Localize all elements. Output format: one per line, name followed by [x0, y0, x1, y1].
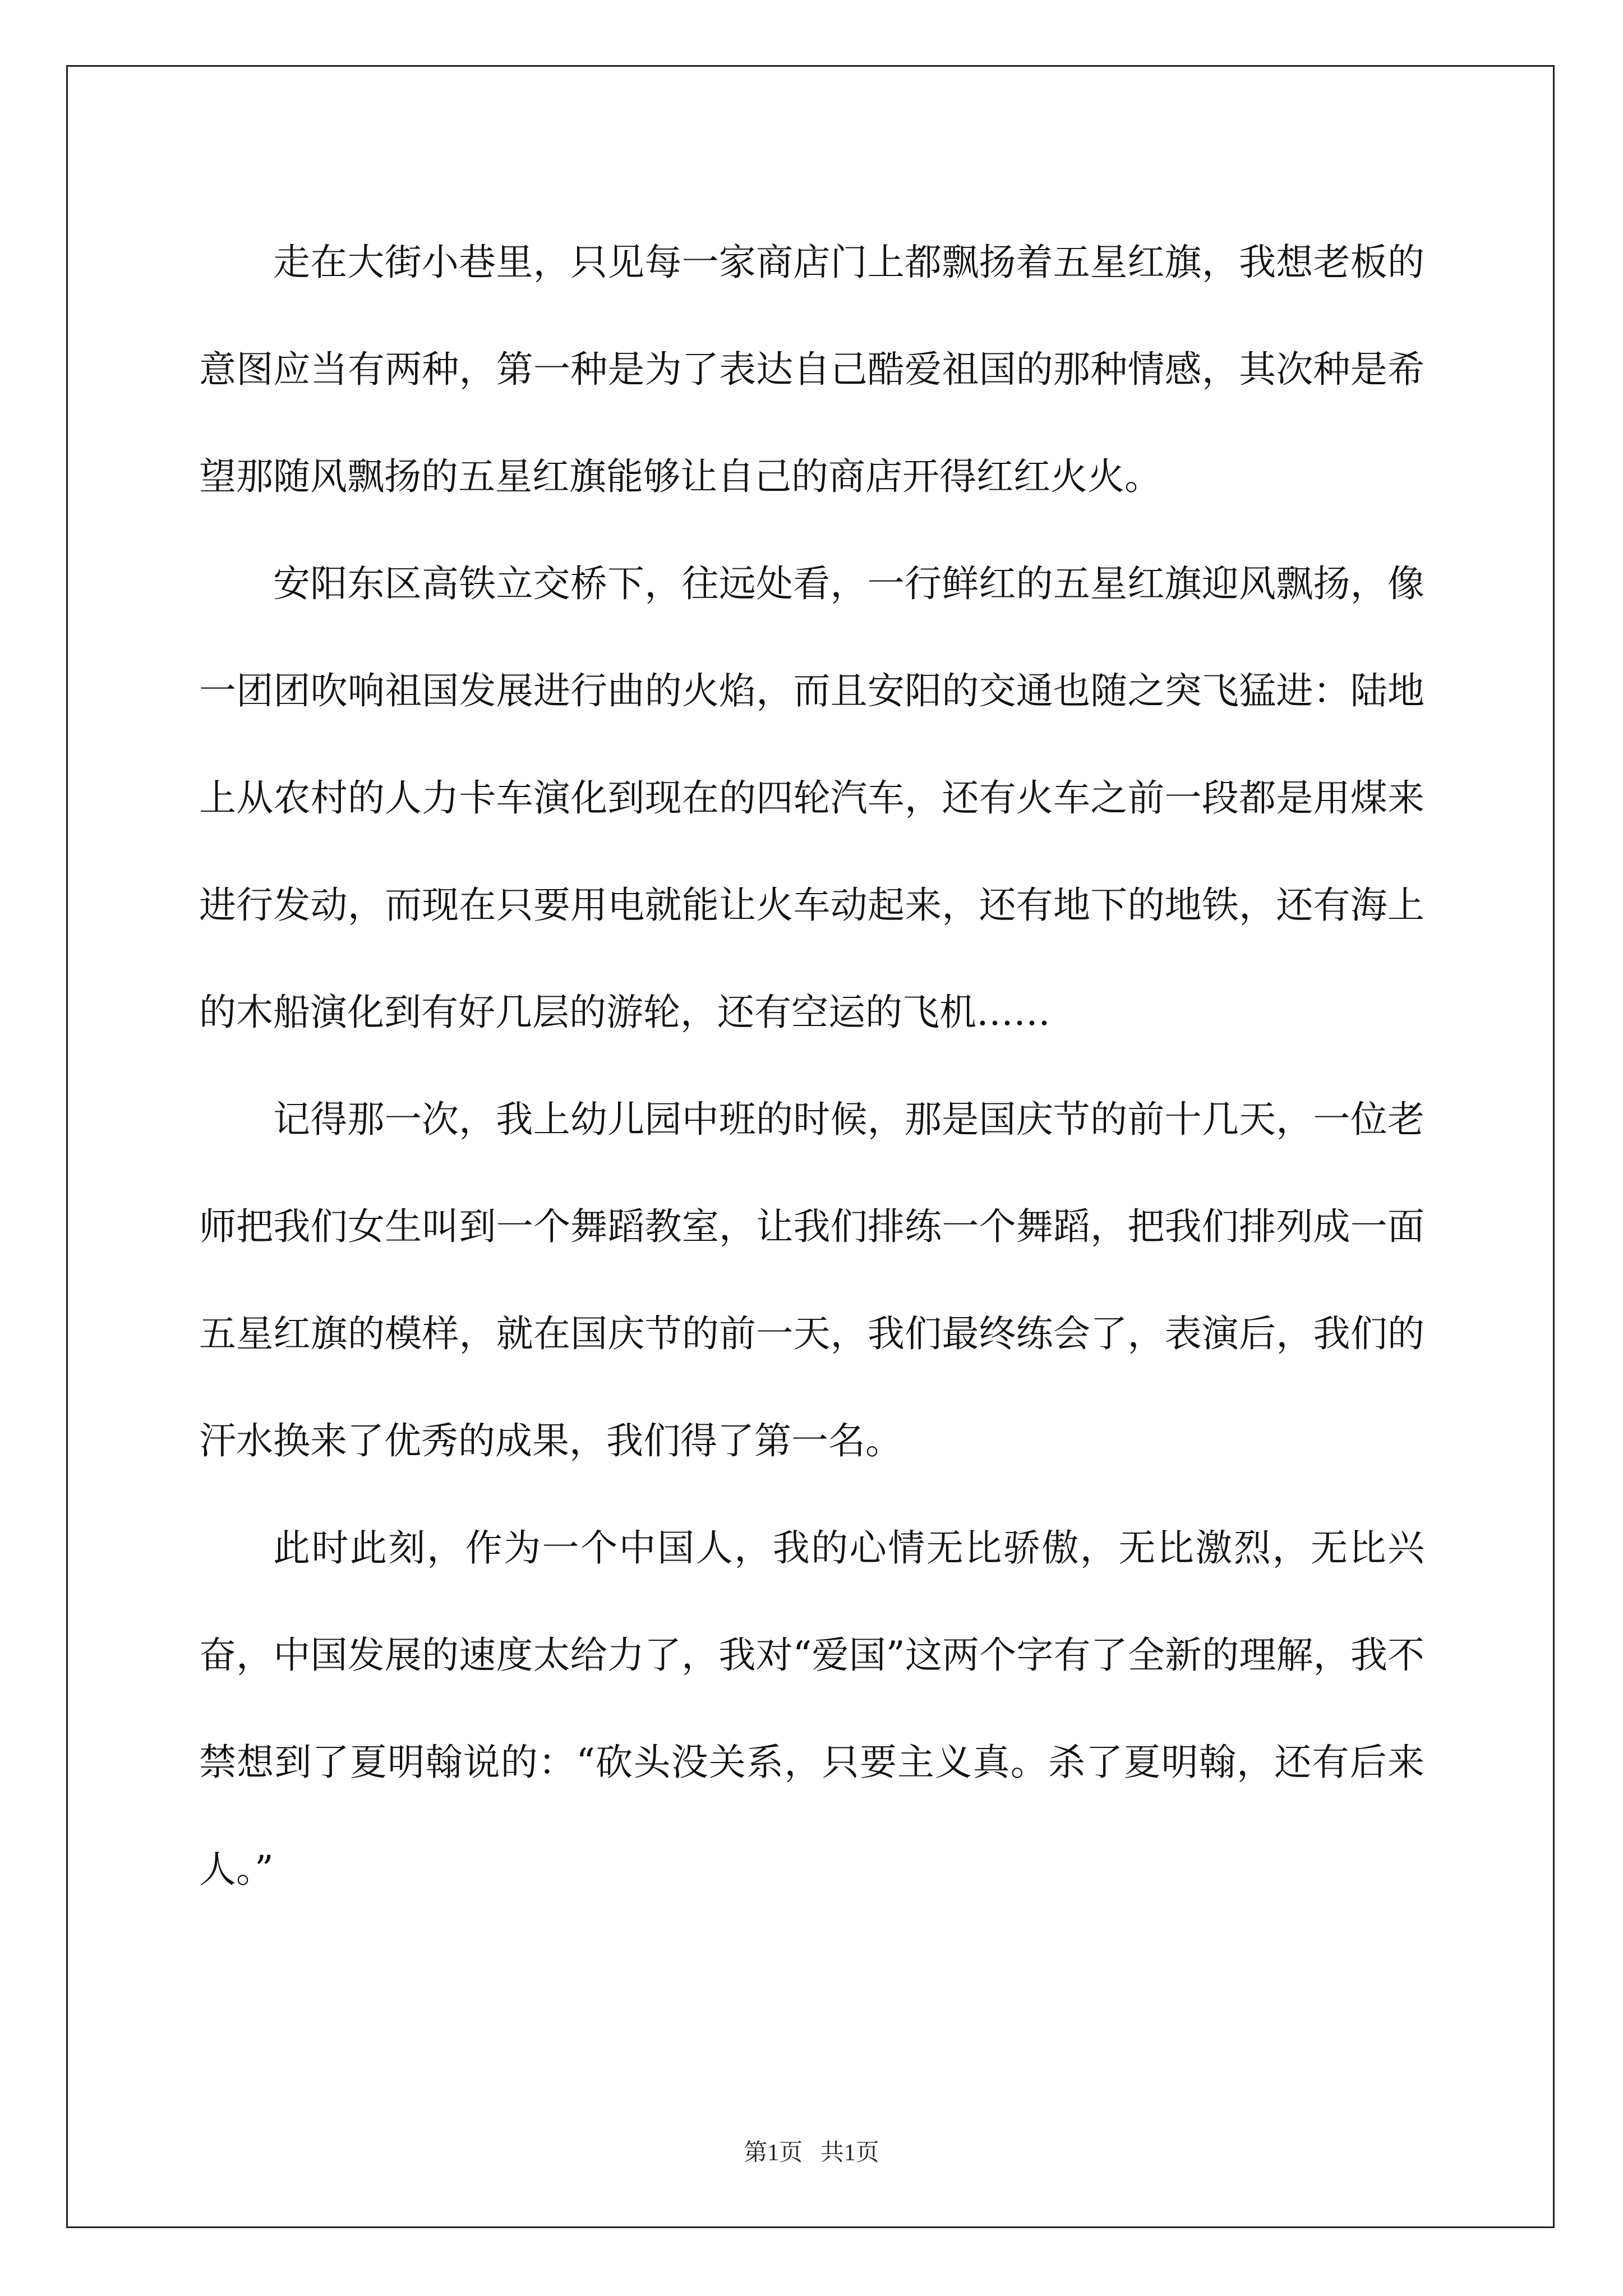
paragraph-2: 安阳东区高铁立交桥下，往远处看，一行鲜红的五星红旗迎风飘扬，像一团团吹响祖国发展进行曲的火焰，而且安阳的交通也随之突飞猛进：陆地上从农村的人力卡车演化到现在的四轮汽车，还有火车之前一段都是用煤来进行发动，而现在只要用电就能让火车动起来，还有地下的地铁，还有海上的木船演化到有好几层的游轮，还有空运的飞机……: [199, 562, 1424, 1034]
page-footer: [0, 2136, 1623, 2170]
document-body: [199, 209, 1424, 1923]
paragraph-3: 记得那一次，我上幼儿园中班的时候，那是国庆节的前十几天，一位老师把我们女生叫到一个舞蹈教室，让我们排练一个舞蹈，把我们排列成一面五星红旗的模样，就在国庆节的前一天，我们最终练会了，表演后，我们的汗水换来了优秀的成果，我们得了第一名。: [199, 1098, 1424, 1462]
paragraph-1: 走在大街小巷里，只见每一家商店门上都飘扬着五星红旗，我想老板的意图应当有两种，第一种是为了表达自己酷爱祖国的那种情感，其次种是希望那随风飘扬的五星红旗能够让自己的商店开得红红火火。: [199, 241, 1424, 498]
page-total: 共1页: [820, 2140, 879, 2166]
page-number: 第1页: [744, 2140, 803, 2166]
paragraph-4: 此时此刻，作为一个中国人，我的心情无比骄傲，无比激烈，无比兴奋，中国发展的速度太给力了，我对“爱国”这两个字有了全新的理解，我不禁想到了夏明翰说的：“砍头没关系，只要主义真。杀了夏明翰，还有后来人。”: [199, 1526, 1424, 1891]
